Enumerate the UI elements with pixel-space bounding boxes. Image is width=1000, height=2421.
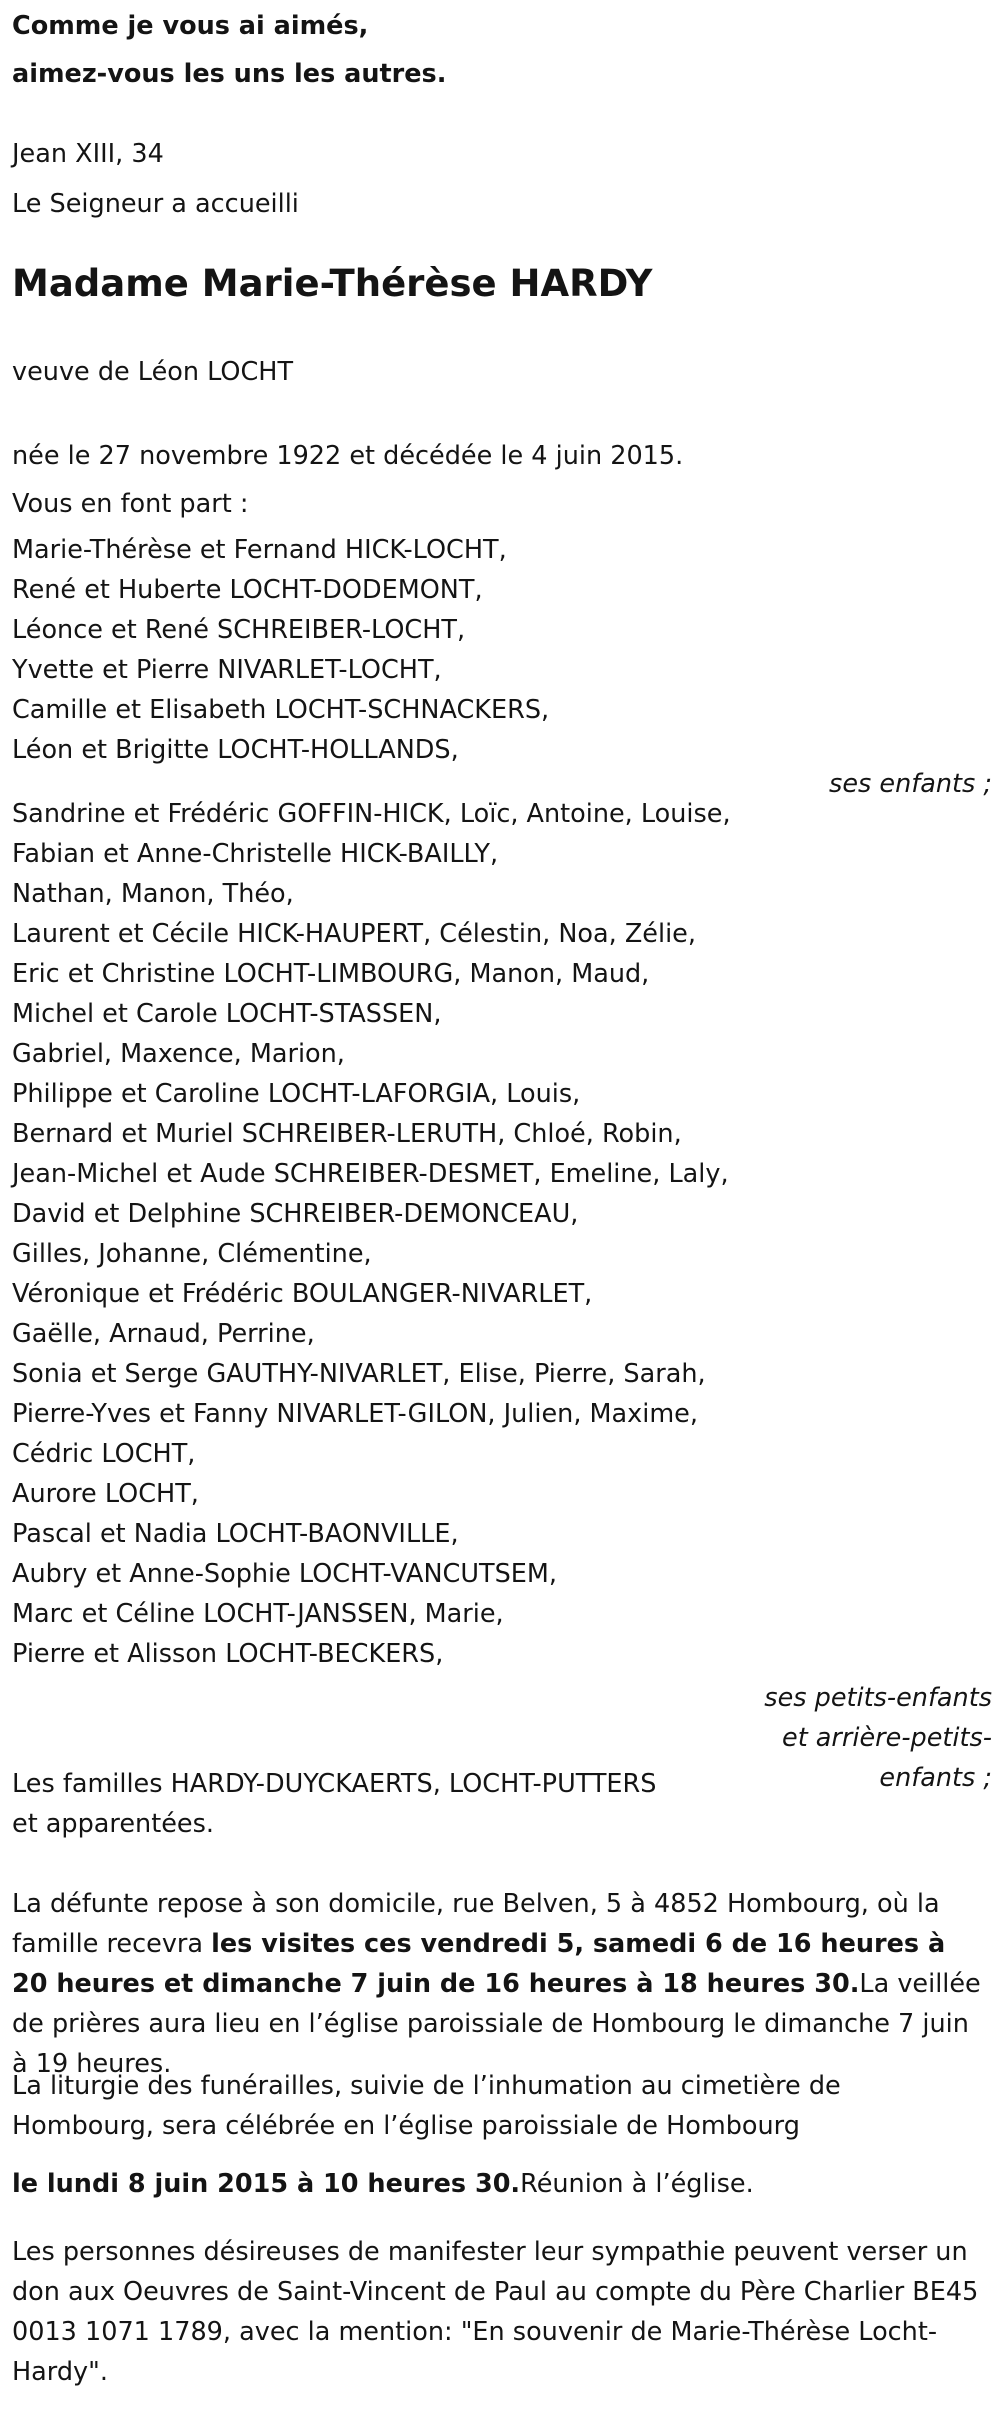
list-item: Nathan, Manon, Théo, (12, 879, 294, 909)
list-item: Aurore LOCHT, (12, 1479, 199, 1509)
list-item: Gaëlle, Arnaud, Perrine, (12, 1319, 315, 1349)
quote (12, 2, 446, 98)
list-item: René et Huberte LOCHT-DODEMONT, (12, 575, 483, 605)
families-line: et apparentées. (12, 1809, 214, 1839)
list-item: Pierre et Alisson LOCHT-BECKERS, (12, 1639, 444, 1669)
grandchildren-list (12, 794, 994, 1798)
funeral-date: le lundi 8 juin 2015 à 10 heures 30. (12, 2169, 521, 2199)
list-item: Sandrine et Frédéric GOFFIN-HICK, Loïc, Antoine, Louise, (12, 799, 731, 829)
list-item: Pascal et Nadia LOCHT-BAONVILLE, (12, 1519, 459, 1549)
list-item: Sonia et Serge GAUTHY-NIVARLET, Elise, Pierre, Sarah, (12, 1359, 706, 1389)
vigil-text: La veillée de prières aura lieu en l’église paroissiale de Hombourg le dimanche 7 juin à 19 heures. (12, 1969, 981, 2079)
list-item: Véronique et Frédéric BOULANGER-NIVARLET, (12, 1279, 593, 1309)
list-item: Gilles, Johanne, Clémentine, (12, 1239, 372, 1269)
list-item: Philippe et Caroline LOCHT-LAFORGIA, Louis, (12, 1079, 581, 1109)
list-item: Marie-Thérèse et Fernand HICK-LOCHT, (12, 535, 507, 565)
deceased-name: Madame Marie-Thérèse HARDY (12, 262, 653, 305)
liturgy-paragraph: La liturgie des funérailles, suivie de l’inhumation au cimetière de Hombourg, sera célébrée en l’église paroissiale de Hombourg (12, 2071, 841, 2141)
grandchildren-label-line: et arrière-petits- (782, 1723, 992, 1753)
list-item: Léon et Brigitte LOCHT-HOLLANDS, (12, 735, 459, 765)
visits-paragraph (12, 1884, 987, 2084)
families (12, 1764, 656, 1844)
list-item: Laurent et Cécile HICK-HAUPERT, Célestin, Noa, Zélie, (12, 919, 696, 949)
list-item: Fabian et Anne-Christelle HICK-BAILLY, (12, 839, 499, 869)
list-item: Marc et Céline LOCHT-JANSSEN, Marie, (12, 1599, 504, 1629)
list-item: Bernard et Muriel SCHREIBER-LERUTH, Chloé, Robin, (12, 1119, 682, 1149)
widow-of: veuve de Léon LOCHT (12, 357, 294, 387)
list-item: David et Delphine SCHREIBER-DEMONCEAU, (12, 1199, 579, 1229)
donation-paragraph: Les personnes désireuses de manifester leur sympathie peuvent verser un don aux Oeuvres de Saint-Vincent de Paul au compte du Père Charlier BE45 0013 1071 1789, avec la mention: "En souvenir de Marie-Thérèse Locht-Hardy". (12, 2237, 979, 2387)
born-died: née le 27 novembre 1922 et décédée le 4 juin 2015. (12, 441, 684, 471)
list-item: Michel et Carole LOCHT-STASSEN, (12, 999, 442, 1029)
list-item: Eric et Christine LOCHT-LIMBOURG, Manon, Maud, (12, 959, 650, 989)
intro-line: Le Seigneur a accueilli (12, 189, 299, 219)
quote-line-2: aimez-vous les uns les autres. (12, 59, 447, 89)
children-list (12, 530, 994, 804)
grandchildren-label-line: enfants ; (879, 1763, 992, 1793)
funeral-meeting: Réunion à l’église. (520, 2169, 754, 2199)
families-line: Les familles HARDY-DUYCKAERTS, LOCHT-PUTTERS (12, 1769, 657, 1799)
grandchildren-label-line: ses petits-enfants (764, 1683, 992, 1713)
visits-times: les visites ces vendredi 5, samedi 6 de 16 heures à 20 heures et dimanche 7 juin de 16 heures à 18 heures 30. (12, 1929, 946, 1999)
scripture-reference: Jean XIII, 34 (12, 139, 164, 169)
announce: Vous en font part : (12, 489, 249, 519)
visits-text: La défunte repose à son domicile, rue Belven, 5 à 4852 Hombourg, où la famille recevra (12, 1889, 940, 1959)
list-item: Aubry et Anne-Sophie LOCHT-VANCUTSEM, (12, 1559, 558, 1589)
children-label: ses enfants ; (829, 769, 992, 799)
list-item: Gabriel, Maxence, Marion, (12, 1039, 345, 1069)
list-item: Cédric LOCHT, (12, 1439, 196, 1469)
list-item: Léonce et René SCHREIBER-LOCHT, (12, 615, 466, 645)
quote-line-1: Comme je vous ai aimés, (12, 11, 369, 41)
list-item: Yvette et Pierre NIVARLET-LOCHT, (12, 655, 442, 685)
list-item: Pierre-Yves et Fanny NIVARLET-GILON, Julien, Maxime, (12, 1399, 698, 1429)
funeral-paragraph (12, 2164, 987, 2204)
list-item: Camille et Elisabeth LOCHT-SCHNACKERS, (12, 695, 550, 725)
list-item: Jean-Michel et Aude SCHREIBER-DESMET, Emeline, Laly, (12, 1159, 729, 1189)
